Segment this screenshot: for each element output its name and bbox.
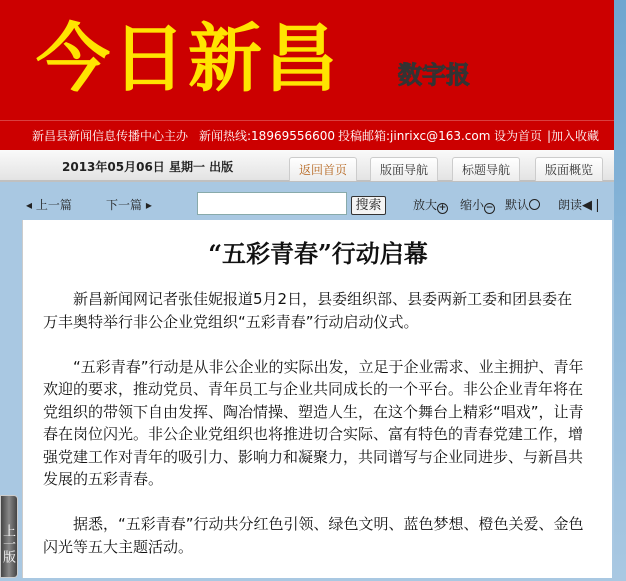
read-aloud-button[interactable] (558, 196, 603, 213)
paragraph: 新昌新闻网记者张佳妮报道5月2日，县委组织部、县委两新工委和团县委在万丰奥特举行非公企业党组织“五彩青春”行动启动仪式。 (43, 290, 573, 331)
logo-subtitle: 数字报 (398, 61, 470, 89)
article-body (43, 288, 585, 581)
logo: 今日新昌 (36, 16, 340, 102)
next-article-link[interactable]: 下一篇 ▸ (106, 198, 152, 212)
circle-icon (529, 199, 540, 210)
title-nav-tab[interactable]: 标题导航 (452, 157, 520, 181)
search-button[interactable]: 搜索 (351, 196, 386, 215)
prev-article-link[interactable]: ◂ 上一篇 (26, 198, 72, 212)
zoom-out-label: 缩小 (460, 198, 485, 212)
sponsor-text: 新昌县新闻信息传播中心主办 (32, 129, 189, 143)
zoom-in-label: 放大 (413, 198, 438, 212)
info-bar (0, 120, 614, 150)
prev-page-button[interactable]: 上一版 (0, 495, 18, 578)
page-nav-tab[interactable]: 版面导航 (370, 157, 438, 181)
masthead (0, 0, 614, 120)
hotline-text: 新闻热线:18969556600 (199, 129, 336, 143)
next-label: 下一篇 (106, 198, 143, 212)
search-input[interactable] (197, 192, 347, 215)
date-bar (0, 150, 614, 182)
zoom-in-button[interactable] (413, 196, 448, 214)
default-label: 默认 (505, 198, 530, 212)
article-panel (22, 220, 612, 578)
home-tab[interactable]: 返回首页 (289, 157, 357, 181)
email-text: 投稿邮箱:jinrixc@163.com (338, 129, 491, 143)
plus-icon: + (438, 203, 447, 213)
speaker-icon: ◀❘ (582, 198, 603, 213)
set-home-link[interactable]: 设为首页 (494, 129, 543, 143)
minus-icon: − (485, 203, 494, 213)
paragraph: “五彩青春”行动是从非公企业的实际出发，立足于企业需求、业主拥护、青年欢迎的要求，推动党员、青年员工与企业共同成长的一个平台。非公企业青年将在党组织的带领下自由发挥、陶冶情操、塑造人生，在这个舞台上精彩“唱戏”，让青春在岗位闪光。非公企业党组织也将推进切合实际、富有特色的青春党建工作，增强党建工作对青年的吸引力、影响力和凝聚力，共同谱写与企业同进步、与新昌共发展的五彩青春。 (43, 357, 584, 488)
default-size-button[interactable] (505, 196, 540, 213)
right-strip (614, 0, 626, 578)
page-overview-tab[interactable]: 版面概览 (535, 157, 603, 181)
read-label: 朗读 (558, 198, 583, 212)
issue-date: 2013年05月06日 星期一 出版 (62, 160, 234, 174)
toolbar (0, 184, 614, 220)
zoom-out-button[interactable] (460, 196, 495, 214)
add-favorite-link[interactable]: |加入收藏 (547, 129, 600, 143)
paragraph: 据悉，“五彩青春”行动共分红色引领、绿色文明、蓝色梦想、橙色关爱、金色闪光等五大主题活动。 (43, 515, 584, 556)
article-title: “五彩青春”行动启幕 (208, 239, 428, 268)
prev-label: 上一篇 (35, 198, 72, 212)
